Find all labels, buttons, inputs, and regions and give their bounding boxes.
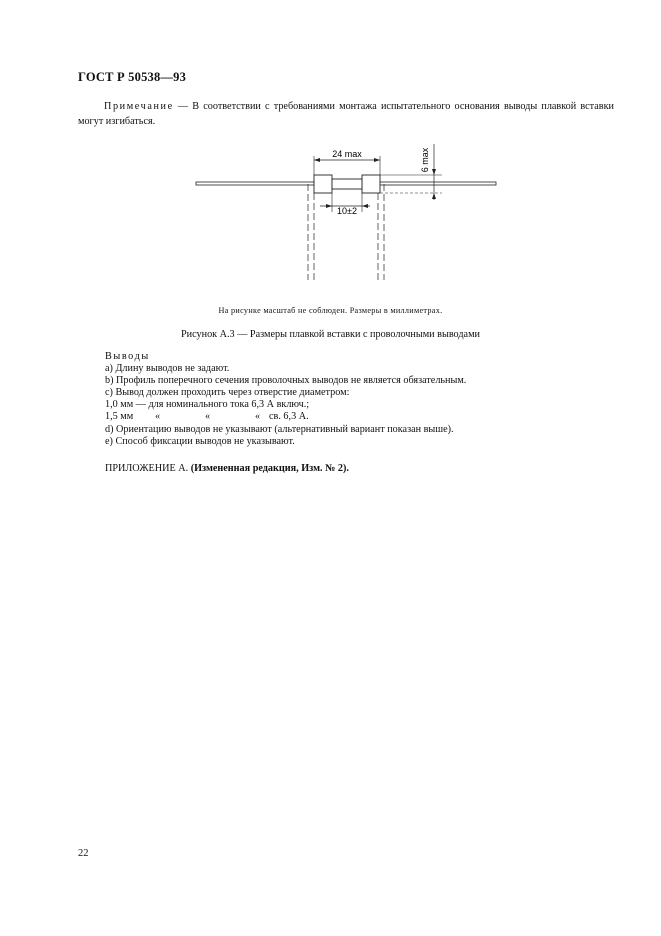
leads-section xyxy=(105,351,605,448)
note-text-block xyxy=(78,100,614,129)
fuse-drawing xyxy=(190,140,510,290)
leads-heading: Выводы xyxy=(105,351,150,362)
fuse-dimension-figure xyxy=(190,140,510,290)
arrow-inward-right-icon xyxy=(362,204,368,208)
left-end-cap xyxy=(314,175,332,193)
annex-note xyxy=(105,463,349,474)
leads-item: с) Вывод должен проходить через отверстие диаметром: xyxy=(105,387,350,399)
annex-amendment: (Измененная редакция, Изм. № 2). xyxy=(190,463,349,474)
annex-label: ПРИЛОЖЕНИЕ А. xyxy=(105,463,191,474)
ditto-mark: « xyxy=(205,411,211,423)
fuse-body xyxy=(332,179,362,189)
arrow-down-icon xyxy=(432,169,436,175)
note-text: — В соответствии с требованиями монтажа испытательного основания выводы плавкой вставки могут изгибаться. xyxy=(78,101,614,127)
spacing-dimension-label: 10±2 xyxy=(337,206,357,216)
ditto-mark: « xyxy=(155,411,161,423)
ditto-value: 1,5 мм xyxy=(105,411,134,423)
leads-item: а) Длину выводов не задают. xyxy=(105,363,230,375)
note-paragraph xyxy=(78,100,614,129)
ditto-mark: « xyxy=(255,411,261,423)
height-dimension-label: 6 max xyxy=(420,147,430,173)
leads-item: d) Ориентацию выводов не указывают (альтернативный вариант показан выше). xyxy=(105,423,454,435)
page-number: 22 xyxy=(78,848,89,859)
leads-ditto-row xyxy=(105,411,605,423)
figure-scale-note: На рисунке масштаб не соблюден. Размеры в миллиметрах. xyxy=(218,306,443,315)
figure-caption: Рисунок А.3 — Размеры плавкой вставки с проволочными выводами xyxy=(181,329,480,340)
ditto-rest: св. 6,3 А. xyxy=(269,411,309,423)
note-label: Примечание xyxy=(104,101,174,112)
document-code-header: ГОСТ Р 50538—93 xyxy=(78,70,187,84)
arrow-left-icon xyxy=(314,158,320,162)
arrow-up-icon xyxy=(432,193,436,199)
arrow-inward-left-icon xyxy=(326,204,332,208)
leads-item: b) Профиль поперечного сечения проволочных выводов не является обязательным. xyxy=(105,375,467,387)
length-dimension-label: 24 max xyxy=(332,149,362,159)
leads-item: е) Способ фиксации выводов не указывают. xyxy=(105,435,295,447)
right-end-cap xyxy=(362,175,380,193)
left-wire-lead xyxy=(196,182,314,185)
arrow-right-icon xyxy=(374,158,380,162)
leads-item: 1,0 мм — для номинального тока 6,3 А включ.; xyxy=(105,399,310,411)
right-wire-lead xyxy=(378,182,496,185)
